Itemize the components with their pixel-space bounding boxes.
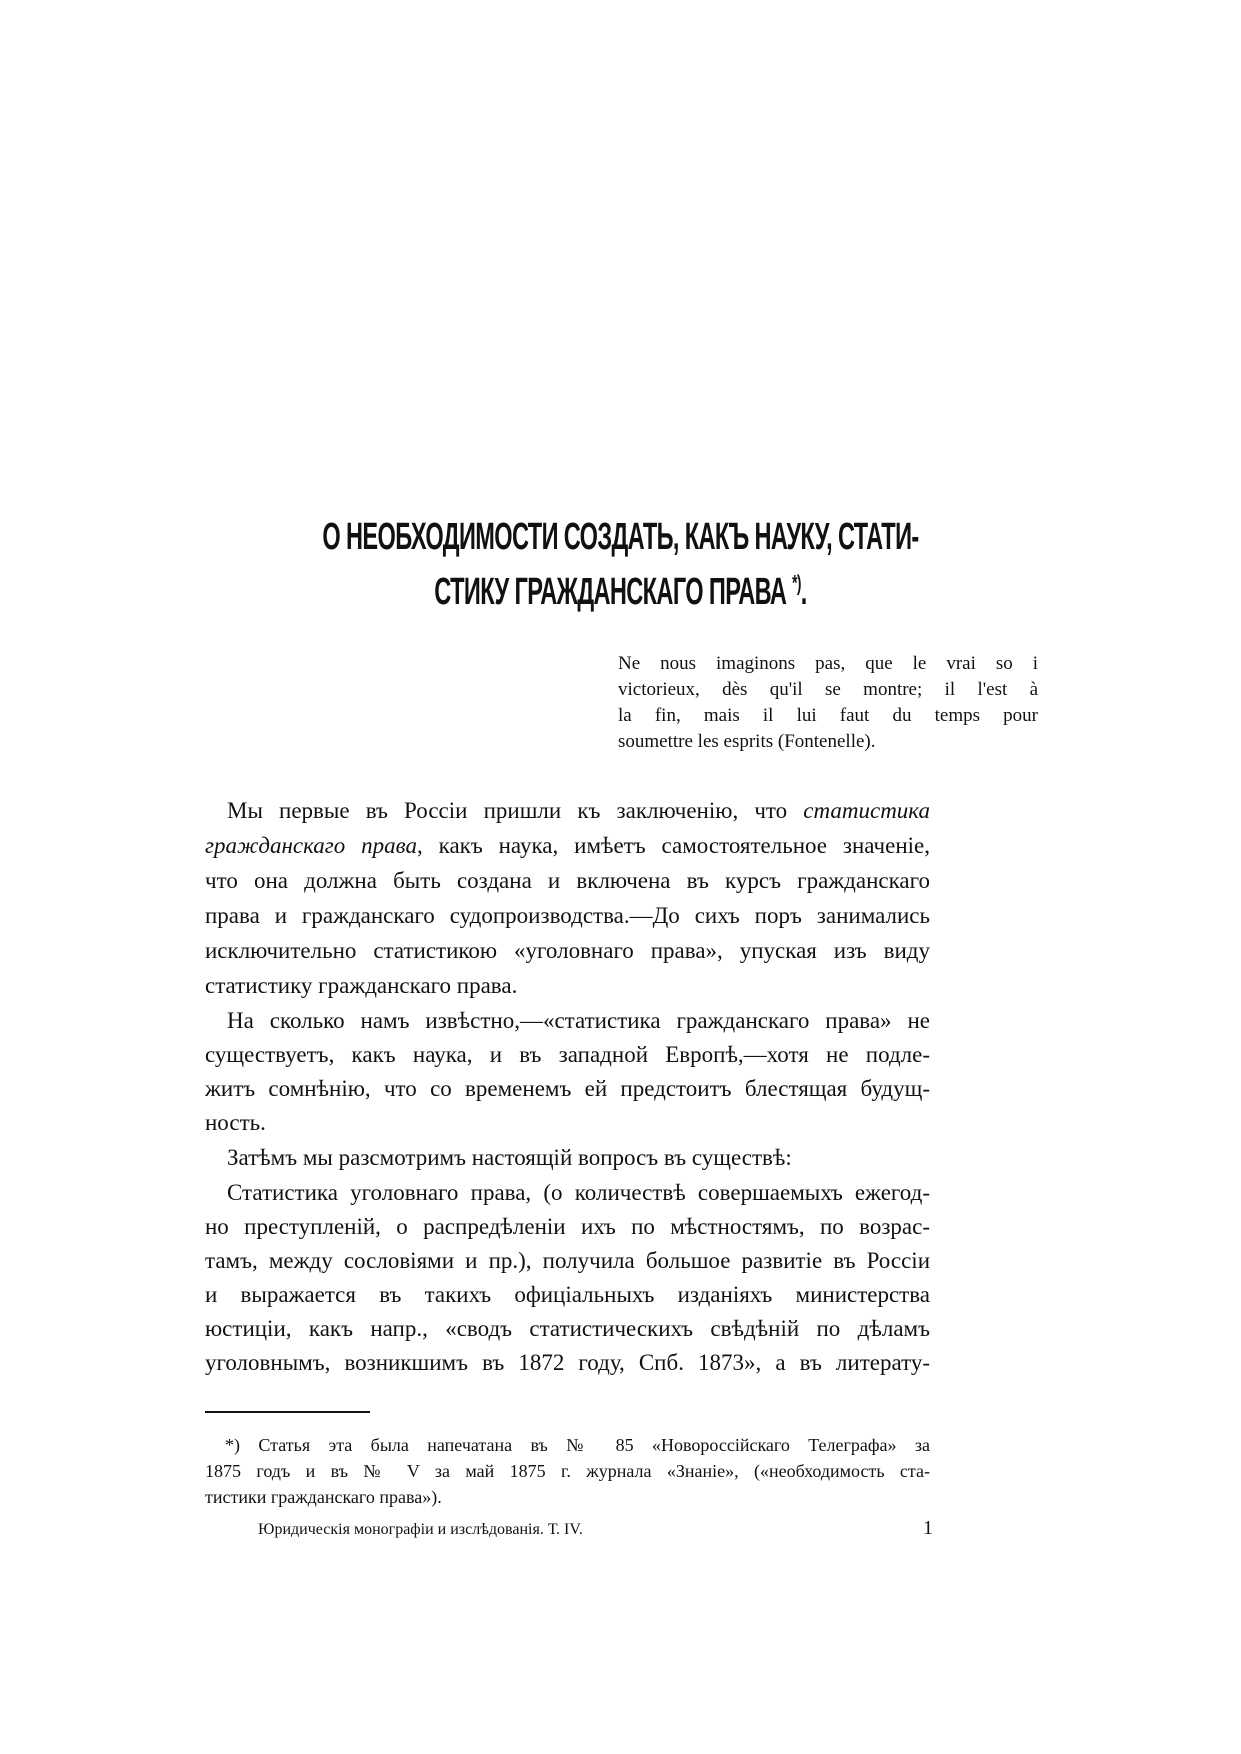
footnote-line: 1875 годъ и въ № V за май 1875 г. журнала «Знаніе», («необходимость ста- [205, 1461, 930, 1481]
body-line [205, 797, 930, 825]
body-line: уголовнымъ, возникшимъ въ 1872 году, Спб. 1873», а въ литерату- [205, 1350, 930, 1375]
page-number: 1 [923, 1517, 933, 1539]
body-line: что она должна быть создана и включена въ курсъ гражданскаго [205, 868, 930, 893]
body-line: статистику гражданскаго права. [205, 973, 518, 998]
body-text: , какъ наука, имѣетъ самостоятельное значеніе, [417, 833, 930, 858]
body-line: существуетъ, какъ наука, и въ западной Европѣ,—хотя не подле- [205, 1042, 930, 1067]
body-line: Статистика уголовнаго права, (о количествѣ совершаемыхъ ежегод- [227, 1180, 930, 1205]
body-line: На сколько намъ извѣстно,—«статистика гражданскаго права» не [227, 1008, 930, 1033]
body-emphasis: статистика [803, 798, 930, 823]
body-line: ность. [205, 1110, 266, 1135]
footnote-line: тистики гражданскаго права»). [205, 1487, 442, 1507]
body-line [205, 832, 930, 860]
footnote-line: *) Статья эта была напечатана въ № 85 «Новороссійскаго Телеграфа» за [225, 1435, 930, 1455]
body-line: но преступленій, о распредѣленіи ихъ по мѣстностямъ, по возрас- [205, 1214, 930, 1239]
body-line: юстиціи, какъ напр., «сводъ статистическихъ свѣдѣній по дѣламъ [205, 1316, 930, 1341]
footnote-divider [205, 1411, 370, 1413]
body-line: житъ сомнѣнію, что со временемъ ей предстоитъ блестящая будущ- [205, 1076, 930, 1101]
body-line: права и гражданскаго судопроизводства.—До сихъ поръ занимались [205, 903, 930, 928]
body-emphasis: гражданскаго права [205, 833, 417, 858]
running-footer-title: Юридическія монографіи и изслѣдованія. Т. IV. [258, 1521, 583, 1538]
body-line: тамъ, между сословіями и пр.), получила большое развитіе въ Россіи [205, 1248, 930, 1273]
title-line-2 [236, 570, 1005, 614]
epigraph-line: Ne nous imaginons pas, que le vrai so i [618, 653, 1038, 674]
epigraph-line: la fin, mais il lui faut du temps pour [618, 705, 1038, 726]
title-line-1: О НЕОБХОДИМОСТИ СОЗДАТЬ, КАКЪ НАУКУ, СТАТИ- [322, 516, 919, 558]
body-line: Затѣмъ мы разсмотримъ настоящій вопросъ въ существѣ: [227, 1145, 792, 1170]
body-line: исключительно статистикою «уголовнаго права», упуская изъ виду [205, 938, 930, 963]
body-line: и выражается въ такихъ офиціальныхъ изданіяхъ министерства [205, 1282, 930, 1307]
epigraph-line: victorieux, dès qu'il se montre; il l'est à [618, 679, 1038, 700]
body-text: Мы первые въ Россіи пришли къ заключенію, что [227, 798, 804, 823]
epigraph-line: soumettre les esprits (Fontenelle). [618, 731, 876, 752]
title-footnote-mark: *) [792, 570, 801, 596]
title-period: . [800, 571, 807, 613]
title-text: СТИКУ ГРАЖДАНСКАГО ПРАВА [434, 571, 787, 613]
